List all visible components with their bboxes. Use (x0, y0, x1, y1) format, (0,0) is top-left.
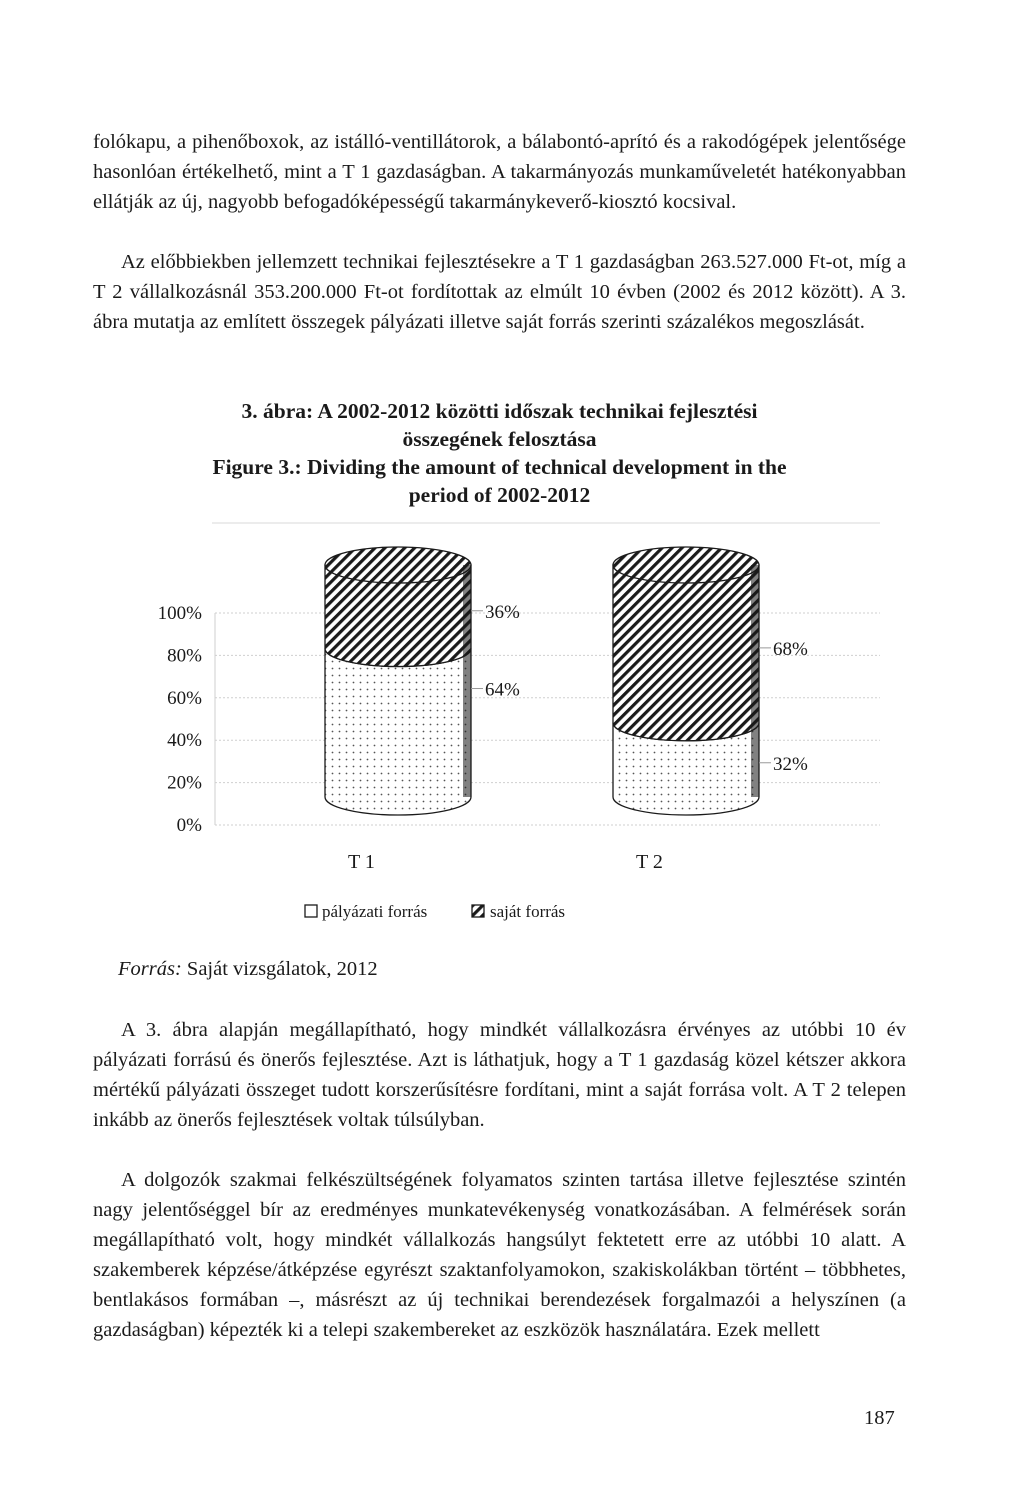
body-paragraph-4: A dolgozók szakmai felkészültségének folyamatos szinten tartása illetve fejlesztése szintén nagy jelentőséggel bír az eredményes munkatevékenység vonatkozásában. A felmérések során megállapítható volt, hogy mindkét vállalkozás hangsúlyt fektetett erre az utóbbi 10 alatt. A szakemberek képzése/átképzése egyrészt szaktanfolyamokon, szakiskolákban történt – többhetes, bentlakásos formában –, másrészt az új technikai berendezések forgalmazói a helyszínen (a gazdaságban) képezték ki a telepi szakembereket az eszközök használatára. Ezek mellett (93, 1169, 906, 1341)
y-tick-label: 60% (167, 687, 202, 709)
y-axis-ticks (158, 603, 203, 836)
y-tick-label: 0% (176, 815, 202, 836)
chart-legend (305, 902, 565, 921)
caption-hungarian-line-1: 3. ábra: A 2002-2012 közötti időszak technikai fejlesztési (241, 399, 758, 423)
legend-swatch-palyazati-forras (305, 905, 317, 917)
body-paragraph-3: A 3. ábra alapján megállapítható, hogy mindkét vállalkozásra érvényes az utóbbi 10 év pályázati forrású és önerős fejlesztése. Azt is láthatjuk, hogy a T 1 gazdaság közel kétszer akkora mértékű pályázati összeget tudott korszerűsítésre fordítani, mint a saját forrása volt. A T 2 telepen inkább az önerős fejlesztések voltak túlsúlyban. (93, 1019, 906, 1131)
y-tick-label: 20% (167, 772, 202, 794)
category-label: T 1 (348, 851, 375, 873)
caption-english-line-1: Figure 3.: Dividing the amount of technical development in the (212, 455, 787, 479)
data-label-palyazati-forras: 32% (773, 753, 808, 775)
page-number: 187 (864, 1407, 895, 1429)
cylinder-shade (463, 565, 471, 797)
caption-english-line-2: period of 2002-2012 (408, 483, 591, 507)
category-label: T 2 (636, 851, 663, 873)
legend-swatch-sajat-forras (472, 905, 484, 917)
source-label: Forrás: (118, 958, 182, 980)
chart-bars (325, 547, 759, 815)
y-tick-label: 40% (167, 730, 202, 752)
data-label-sajat-forras: 68% (773, 638, 808, 660)
body-paragraph-2: Az előbbiekben jellemzett technikai fejlesztésekre a T 1 gazdaságban 263.527.000 Ft-ot, míg a T 2 vállalkozásnál 353.200.000 Ft-ot fordítottak az elmúlt 10 évben (2002 és 2012 között). A 3. ábra mutatja az említett összegek pályázati illetve saját forrás szerinti százalékos megoszlását. (93, 251, 906, 333)
cylinder-top (613, 547, 759, 583)
body-paragraph-1: folókapu, a pihenőboxok, az istálló-ventillátorok, a bálabontó-aprító és a rakodógépek jelentősége hasonlóan értékelhető, mint a T 1 gazdaságban. A takarmányozás munkaműveletét hatékonyabban ellátják az új, nagyobb befogadóképességű takarmánykeverő-kiosztó kocsival. (93, 131, 906, 213)
cylinder-top (325, 547, 471, 583)
y-tick-label: 80% (167, 645, 202, 667)
cylinder-shade (751, 565, 759, 797)
source-text: Saját vizsgálatok, 2012 (186, 958, 378, 980)
bar-segment-sajat-forras (613, 565, 759, 741)
figure-source (118, 958, 378, 981)
data-label-sajat-forras: 36% (485, 601, 520, 623)
caption-hungarian-line-2: összegének felosztása (402, 427, 597, 451)
legend-label-sajat-forras: saját forrás (490, 902, 566, 921)
data-label-palyazati-forras: 64% (485, 679, 520, 701)
y-tick-label: 100% (157, 603, 202, 624)
legend-label-palyazati-forras: pályázati forrás (322, 902, 428, 921)
bar-segment-palyazati-forras (325, 649, 471, 815)
x-axis-category-labels (348, 851, 663, 873)
